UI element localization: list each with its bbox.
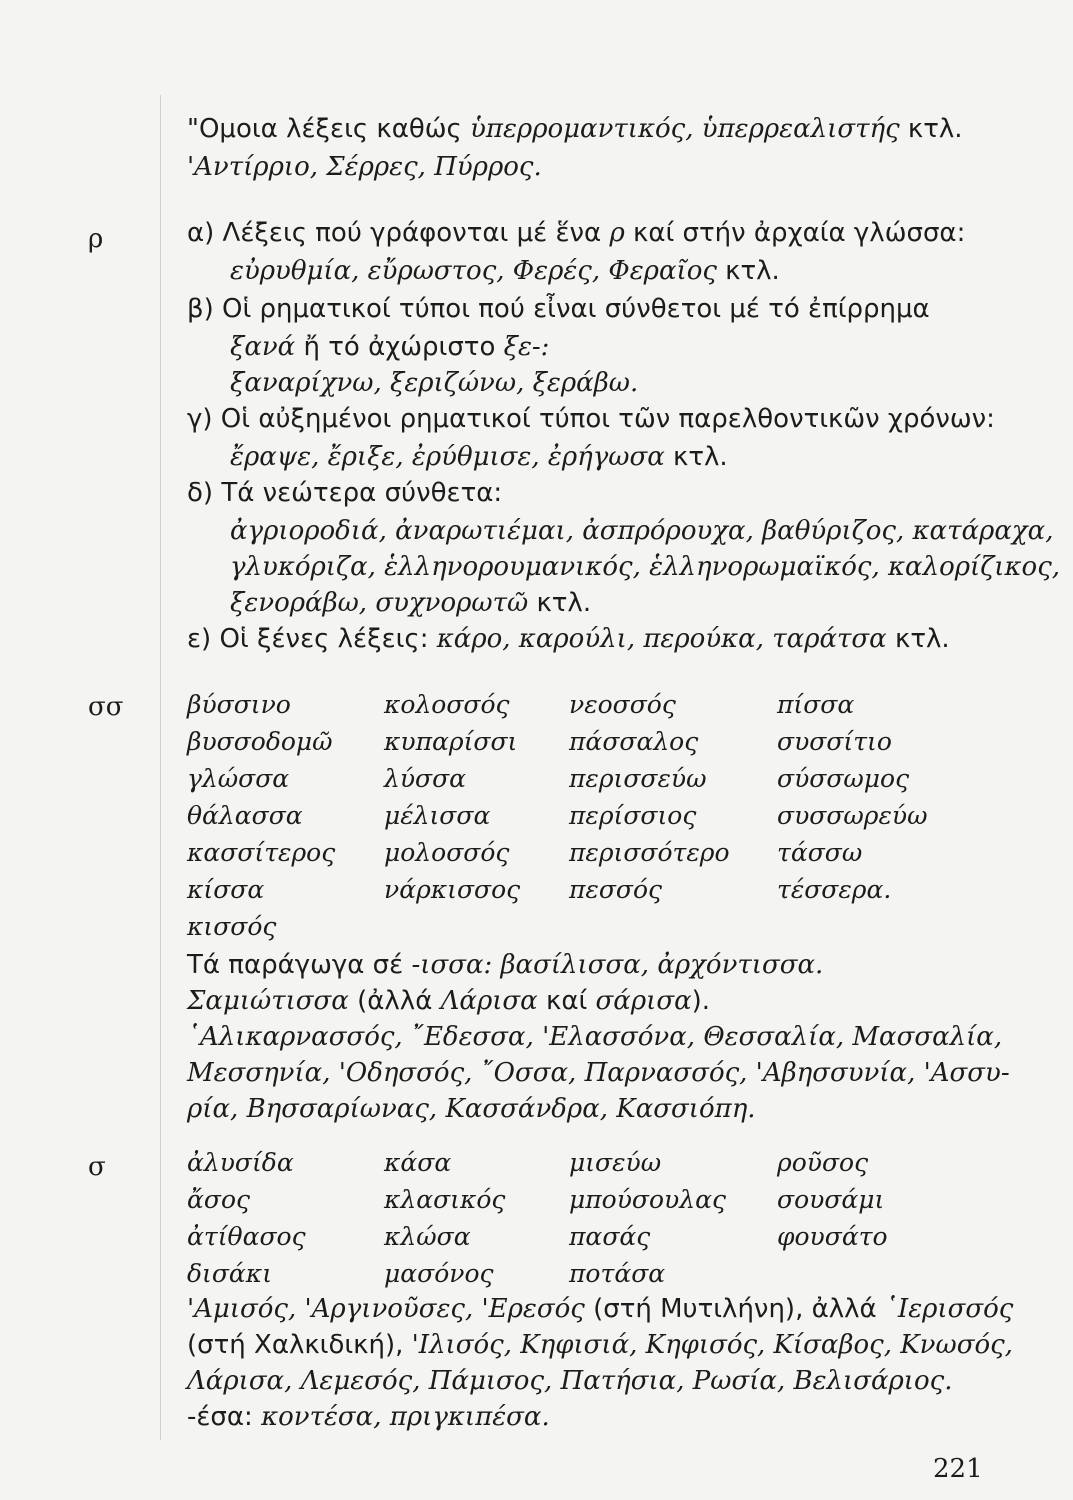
- word: πίσσα: [777, 690, 855, 719]
- word: ἀτίθασος: [187, 1222, 306, 1251]
- word: ἀλυσίδα: [187, 1148, 294, 1177]
- word: πασάς: [569, 1222, 651, 1251]
- word: πάσσαλος: [569, 727, 699, 756]
- word: περισσεύω: [569, 764, 707, 793]
- text-line: Σαμιώτισσα (ἀλλά Λάρισα καί σάρισα).: [187, 986, 711, 1016]
- word: κίσσα: [187, 875, 265, 904]
- word: λύσσα: [384, 764, 467, 793]
- word: σουσάμι: [777, 1185, 885, 1214]
- word: κλώσα: [384, 1222, 471, 1251]
- suffix-line: -έσα: κοντέσα, πριγκιπέσα.: [187, 1402, 550, 1432]
- word: μέλισσα: [384, 801, 491, 830]
- section-mark-rho: ρ: [88, 224, 104, 254]
- word-row: [187, 836, 947, 873]
- word-row: [187, 762, 947, 799]
- word: κισσός: [187, 912, 277, 941]
- word: περισσότερο: [569, 838, 730, 867]
- word-row: [187, 1220, 947, 1257]
- word: τάσσω: [777, 838, 863, 867]
- word-row: [187, 1183, 947, 1220]
- word-row: [187, 910, 947, 947]
- word: μπούσουλας: [569, 1185, 726, 1214]
- word: περίσσιος: [569, 801, 697, 830]
- example-line: εὐρυθμία, εὔρωστος, Φερές, Φεραῖος κτλ.: [230, 256, 780, 286]
- word: φουσάτο: [777, 1222, 888, 1251]
- text-line: 'Αντίρριο, Σέρρες, Πύρρος.: [187, 152, 542, 182]
- word: θάλασσα: [187, 801, 303, 830]
- word-grid-sigma: [187, 1146, 947, 1294]
- margin-rule: [160, 95, 161, 1440]
- word-row: [187, 1146, 947, 1183]
- word: κλασικός: [384, 1185, 506, 1214]
- word: βύσσινο: [187, 690, 291, 719]
- names-line: Λάρισα, Λεμεσός, Πάμισος, Πατήσια, Ρωσία, Βελισάριος.: [187, 1366, 953, 1396]
- word: κάσα: [384, 1148, 452, 1177]
- word: νεοσσός: [569, 690, 676, 719]
- rule-e: ε) Οἱ ξένες λέξεις: κάρο, καρούλι, περούκα, ταράτσα κτλ.: [187, 624, 950, 654]
- names-line: 'Αμισός, 'Αργινοῦσες, 'Ερεσός (στή Μυτιλήνη), ἀλλά ῾Ιερισσός: [187, 1294, 1014, 1324]
- rule-d: δ) Τά νεώτερα σύνθετα:: [187, 478, 503, 508]
- word: ροῦσος: [777, 1148, 869, 1177]
- names-line: ῾Αλικαρνασσός, ῎Εδεσσα, 'Ελασσόνα, Θεσσαλία, Μασσαλία,: [187, 1022, 1003, 1052]
- word: τέσσερα.: [777, 875, 892, 904]
- word-row: [187, 725, 947, 762]
- word-row: [187, 1257, 947, 1294]
- rule-c: γ) Οἱ αὐξημένοι ρηματικοί τύποι τῶν παρελθοντικῶν χρόνων:: [187, 404, 995, 434]
- word: δισάκι: [187, 1259, 272, 1288]
- word: κολοσσός: [384, 690, 510, 719]
- derivation-line: Τά παράγωγα σέ -ισσα: βασίλισσα, ἀρχόντισσα.: [187, 950, 824, 980]
- word-row: [187, 873, 947, 910]
- rule-b: β) Οἱ ρηματικοί τύποι πού εἶναι σύνθετοι μέ τό ἐπίρρημα: [187, 294, 930, 324]
- word: μισεύω: [569, 1148, 662, 1177]
- example-line: ξαναρίχνω, ξεριζώνω, ξεράβω.: [230, 368, 639, 398]
- word: ἄσος: [187, 1185, 251, 1214]
- example-line: γλυκόριζα, ἑλληνορουμανικός, ἑλληνορωμαϊκός, καλορίζικος,: [230, 552, 1061, 582]
- word: κασσίτερος: [187, 838, 336, 867]
- rule-b-cont: ξανά ἤ τό ἀχώριστο ξε-:: [230, 332, 550, 362]
- word: νάρκισσος: [384, 875, 521, 904]
- example-line: ξενοράβω, συχνορωτῶ κτλ.: [230, 588, 592, 618]
- rule-a: α) Λέξεις πού γράφονται μέ ἕνα ρ καί στήν ἀρχαία γλώσσα:: [187, 218, 966, 248]
- word: σύσσωμος: [777, 764, 910, 793]
- names-line: ρία, Βησσαρίωνας, Κασσάνδρα, Κασσιόπη.: [187, 1094, 756, 1124]
- word: γλώσσα: [187, 764, 290, 793]
- word-row: [187, 799, 947, 836]
- word: βυσσοδομῶ: [187, 727, 333, 756]
- page-number: 221: [933, 1454, 983, 1484]
- word: κυπαρίσσι: [384, 727, 518, 756]
- word-row: [187, 688, 947, 725]
- names-line: (στή Χαλκιδική), 'Ιλισός, Κηφισιά, Κηφισός, Κίσαβος, Κνωσός,: [187, 1330, 1013, 1360]
- section-mark-sigma: σ: [88, 1152, 106, 1182]
- word: ποτάσα: [569, 1259, 666, 1288]
- word: μασόνος: [384, 1259, 494, 1288]
- section-mark-double-sigma: σσ: [88, 692, 124, 722]
- word: πεσσός: [569, 875, 663, 904]
- word-grid-double-sigma: [187, 688, 947, 947]
- text-line: "Ομοια λέξεις καθώς ὑπερρομαντικός, ὑπερρεαλιστής κτλ.: [187, 114, 963, 144]
- example-line: ἔραψε, ἔριξε, ἐρύθμισε, ἐρήγωσα κτλ.: [230, 442, 728, 472]
- example-line: ἀγριοροδιά, ἀναρωτιέμαι, ἀσπρόρουχα, βαθύριζος, κατάραχα,: [230, 516, 1054, 546]
- word: συσσίτιο: [777, 727, 892, 756]
- word: μολοσσός: [384, 838, 510, 867]
- names-line: Μεσσηνία, 'Οδησσός, ῎Οσσα, Παρνασσός, 'Αβησσυνία, 'Ασσυ-: [187, 1058, 1010, 1088]
- word: συσσωρεύω: [777, 801, 928, 830]
